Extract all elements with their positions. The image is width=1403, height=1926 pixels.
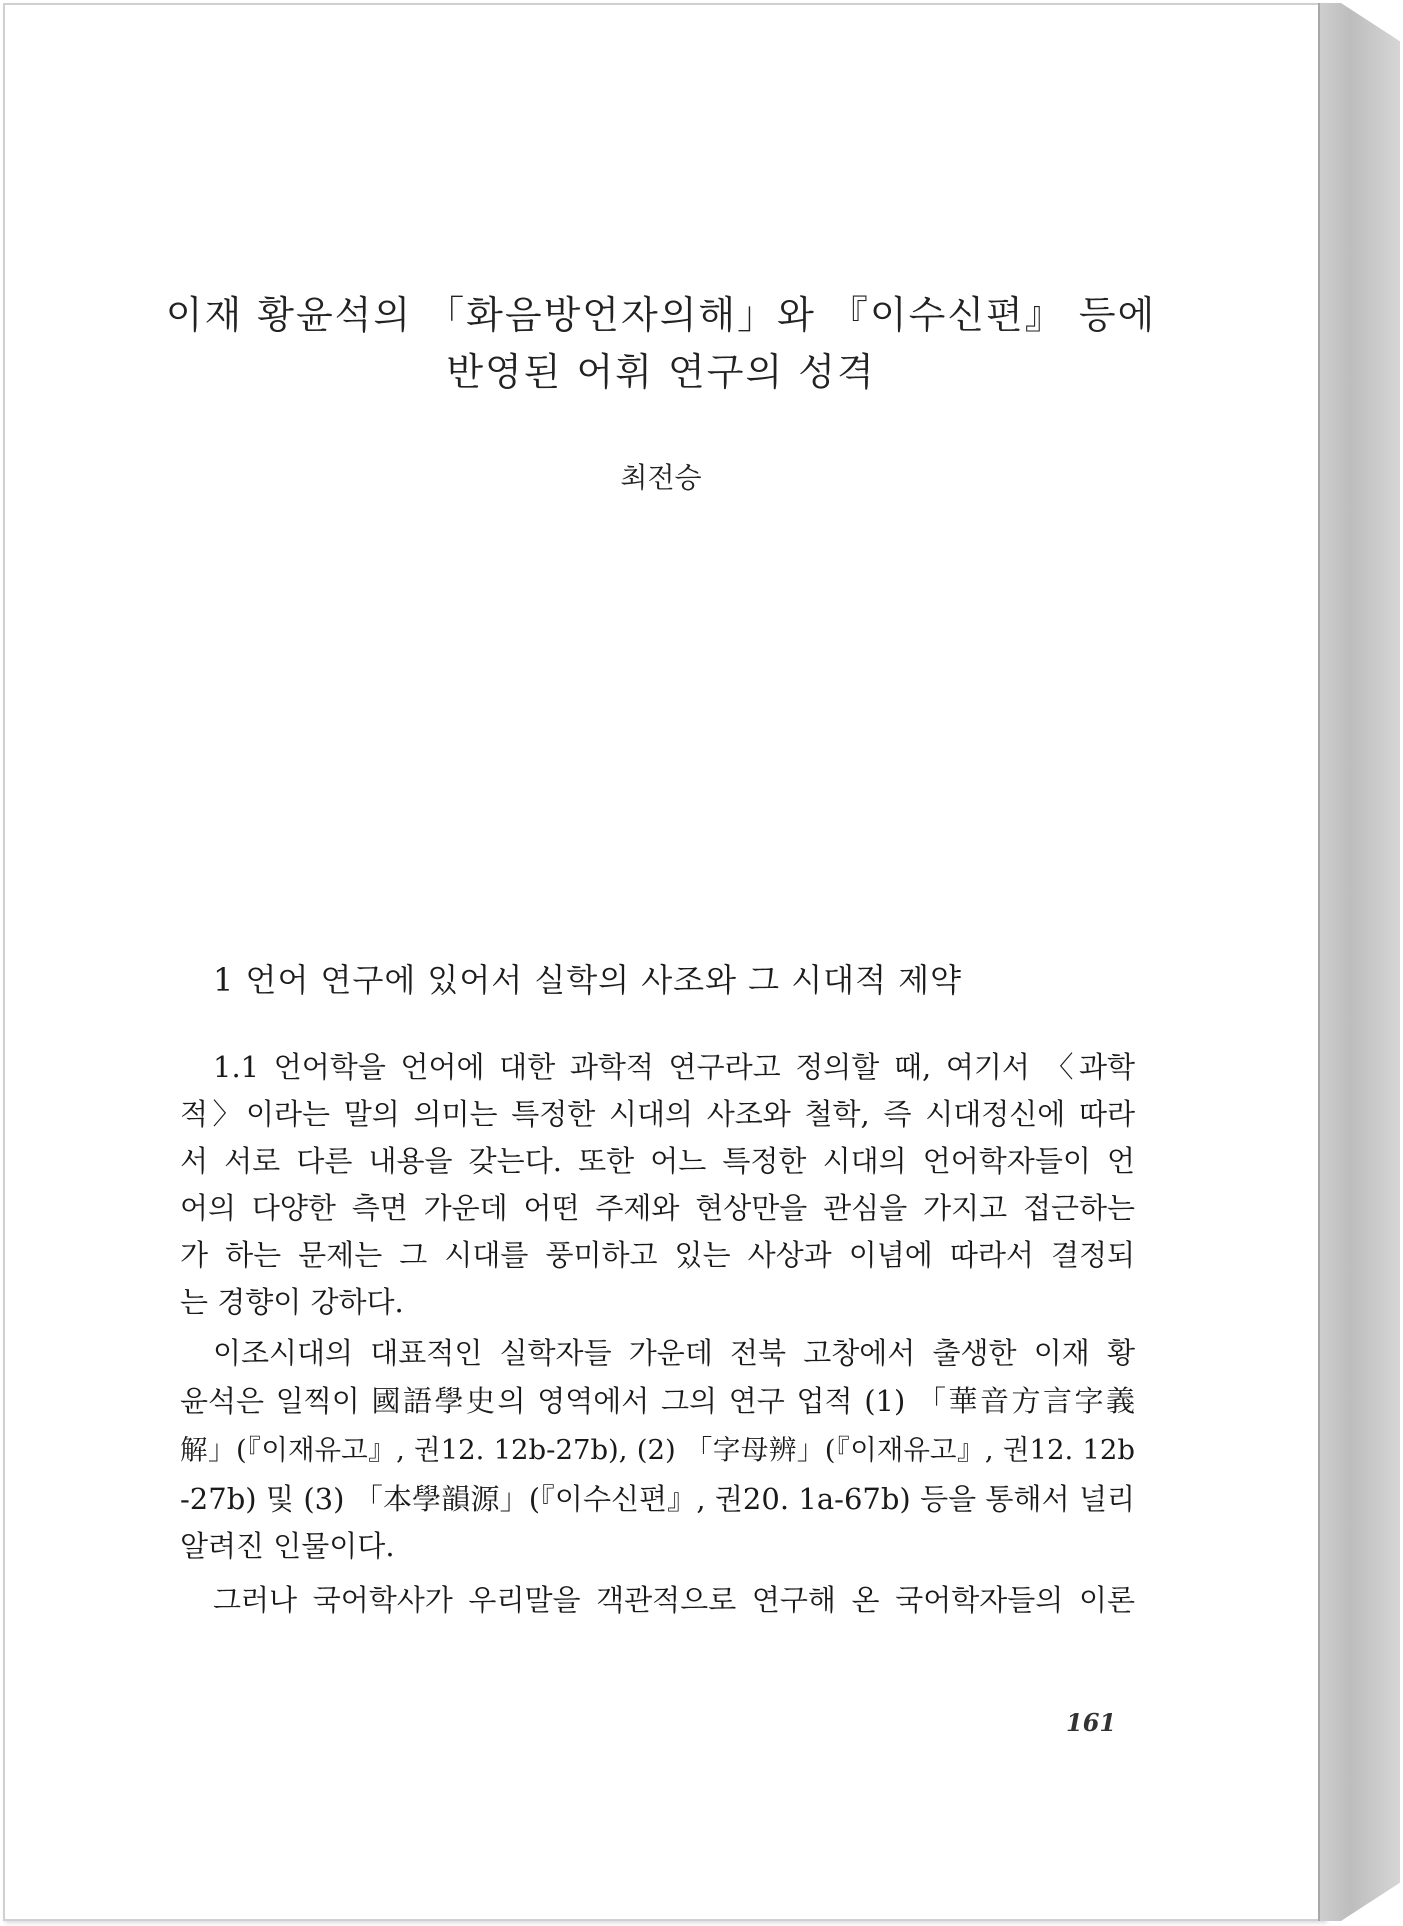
- body-line: 이조시대의 대표적인 실학자들 가운데 전북 고창에서 출생한 이재 황: [213, 1336, 1135, 1370]
- page-number: 161: [1066, 1708, 1117, 1737]
- paper-title-line-1: 이재 황윤석의 「화음방언자의해」와 『이수신편』 등에: [165, 293, 1157, 337]
- body-line: 적〉이라는 말의 의미는 특정한 시대의 사조와 철학, 즉 시대정신에 따라: [180, 1097, 1135, 1131]
- page-edge: [1318, 3, 1400, 1921]
- body-line: -27b) 및 (3) 「本學韻源」(『이수신편』, 권20. 1a-67b) 등을 통해서 널리: [180, 1482, 1135, 1516]
- body-line: 1.1 언어학을 언어에 대한 과학적 연구라고 정의할 때, 여기서 〈과학: [213, 1050, 1135, 1084]
- author-name: 최전승: [620, 461, 702, 494]
- body-line: 그러나 국어학사가 우리말을 객관적으로 연구해 온 국어학자들의 이론: [213, 1583, 1135, 1617]
- body-line: 알려진 인물이다.: [180, 1529, 395, 1563]
- section-heading: 1 언어 연구에 있어서 실학의 사조와 그 시대적 제약: [213, 961, 962, 999]
- body-line: 가 하는 문제는 그 시대를 풍미하고 있는 사상과 이념에 따라서 결정되: [180, 1238, 1135, 1272]
- body-line: 어의 다양한 측면 가운데 어떤 주제와 현상만을 관심을 가지고 접근하는: [180, 1191, 1135, 1225]
- paper-title-line-2: 반영된 어휘 연구의 성격: [446, 350, 876, 394]
- body-line: 解」(『이재유고』, 권12. 12b-27b), (2) 「字母辨」(『이재유고』, 권12. 12b: [180, 1434, 1135, 1466]
- body-line: 서 서로 다른 내용을 갖는다. 또한 어느 특정한 시대의 언어학자들이 언: [180, 1144, 1135, 1178]
- body-line: 윤석은 일찍이 國語學史의 영역에서 그의 연구 업적 (1) 「華音方言字義: [180, 1384, 1135, 1418]
- body-line: 는 경향이 강하다.: [180, 1285, 404, 1319]
